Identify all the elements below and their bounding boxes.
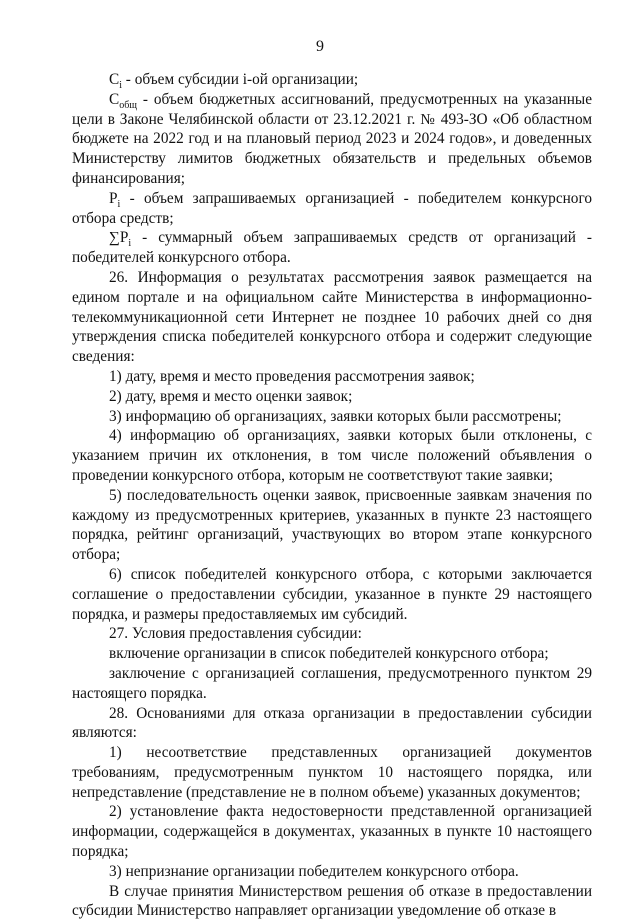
list-item-26-4: 4) информацию об организациях, заявки которых были отклонены, с указанием причин их отклонения, в том числе положений объявления о проведении конкурсного отбора, которым не соответствуют такие заявки; — [72, 427, 592, 484]
variable-subscript: i — [128, 238, 132, 250]
paragraph-formula-ci — [72, 70, 592, 90]
document-body — [72, 70, 592, 921]
list-item-28-1: 1) несоответствие представленных организацией документов требованиям, предусмотренным пунктом 10 настоящего порядка, или непредставление (представление не в полном объеме) указанных документов; — [72, 744, 592, 801]
variable-subscript: i — [117, 198, 121, 210]
paragraph-text: - объем бюджетных ассигнований, предусмотренных на указанные цели в Законе Челябинской области от 23.12.2021 г. № 493-ЗО «Об областном бюджете на 2022 год и на плановый период 2023 и 2024 годов», и доведенных Министерству лимитов бюджетных обязательств и предельных объемов финансирования; — [72, 90, 592, 187]
paragraph-26: 26. Информация о результатах рассмотрения заявок размещается на едином портале и на официальном сайте Министерства в информационно-телекоммуникационной сети Интернет не позднее 10 рабочих дней со дня утверждения списка победителей конкурсного отбора и содержит следующие сведения: — [72, 268, 592, 366]
paragraph-formula-pi — [72, 189, 592, 229]
paragraph-text: - суммарный объем запрашиваемых средств от организаций - победителей конкурсного отбора. — [72, 229, 592, 267]
list-item-26-1: 1) дату, время и место проведения рассмотрения заявок; — [109, 367, 475, 385]
paragraph-formula-cobsh — [72, 90, 592, 189]
list-item-27-a: включение организации в список победителей конкурсного отбора; — [109, 645, 549, 663]
variable-symbol: C — [109, 90, 120, 108]
variable-symbol: ∑P — [109, 229, 129, 247]
list-item-26-6: 6) список победителей конкурсного отбора, с которыми заключается соглашение о предоставлении субсидии, указанное в пункте 29 настоящего порядка, и размеры предоставляемых им субсидий. — [72, 565, 592, 623]
paragraph-text: - объем субсидии i-ой организации; — [121, 71, 359, 88]
page-number: 9 — [316, 38, 324, 55]
paragraph-refusal: В случае принятия Министерством решения об отказе в предоставлении субсидии Министерство направляет организации уведомление об отказе в — [72, 882, 592, 920]
paragraph-text: - объем запрашиваемых организацией - победителем конкурсного отбора средств; — [72, 189, 592, 227]
paragraph-27: 27. Условия предоставления субсидии: — [109, 625, 362, 643]
paragraph-28: 28. Основаниями для отказа организации в предоставлении субсидии являются: — [72, 704, 592, 742]
list-item-26-3: 3) информацию об организациях, заявки которых были рассмотрены; — [109, 407, 562, 425]
list-item-26-5: 5) последовательность оценки заявок, присвоенные заявкам значения по каждому из предусмотренных критериев, указанных в пункте 23 настоящего порядка, рейтинг организаций, участвующих во втором этапе конкурсного отбора; — [72, 486, 592, 564]
variable-subscript: i — [119, 80, 122, 92]
list-item-27-b: заключение с организацией соглашения, предусмотренного пунктом 29 настоящего порядка. — [72, 664, 592, 702]
list-item-26-2: 2) дату, время и место оценки заявок; — [109, 387, 353, 405]
list-item-28-3: 3) непризнание организации победителем конкурсного отбора. — [109, 862, 519, 880]
paragraph-formula-sum-pi — [72, 228, 592, 268]
variable-symbol: P — [109, 189, 118, 207]
variable-symbol: C — [109, 71, 120, 88]
variable-subscript: общ — [119, 99, 137, 111]
list-item-28-2: 2) установление факта недостоверности представленной организацией информации, содержащейся в документах, указанных в пункте 10 настоящего порядка; — [72, 803, 592, 861]
